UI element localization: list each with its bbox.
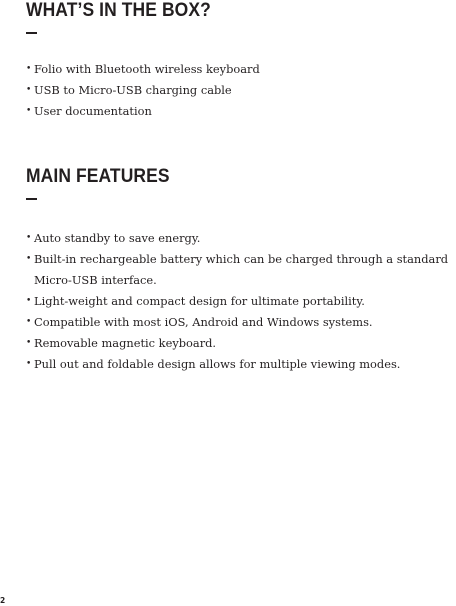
whats-in-the-box-heading: WHAT’S IN THE BOX? — [26, 0, 211, 21]
list-item: • USB to Micro-USB charging cable — [26, 80, 454, 101]
list-item: • Built-in rechargeable battery which can be charged through a standard Micro-USB interface. — [26, 249, 454, 291]
features-list — [26, 228, 454, 375]
list-item: • Pull out and foldable design allows for multiple viewing modes. — [26, 354, 454, 375]
whats-in-the-box-section — [26, 0, 454, 122]
list-item: • Auto standby to save energy. — [26, 228, 454, 249]
page-number: 2 — [0, 596, 6, 605]
list-item: • Removable magnetic keyboard. — [26, 333, 454, 354]
heading-divider — [26, 198, 37, 200]
list-item: • User documentation — [26, 101, 454, 122]
box-contents-list — [26, 59, 454, 122]
heading-divider — [26, 32, 37, 34]
main-features-section — [26, 166, 454, 375]
list-item: • Folio with Bluetooth wireless keyboard — [26, 59, 454, 80]
list-item: • Light-weight and compact design for ultimate portability. — [26, 291, 454, 312]
list-item: • Compatible with most iOS, Android and Windows systems. — [26, 312, 454, 333]
main-features-heading: MAIN FEATURES — [26, 166, 170, 187]
